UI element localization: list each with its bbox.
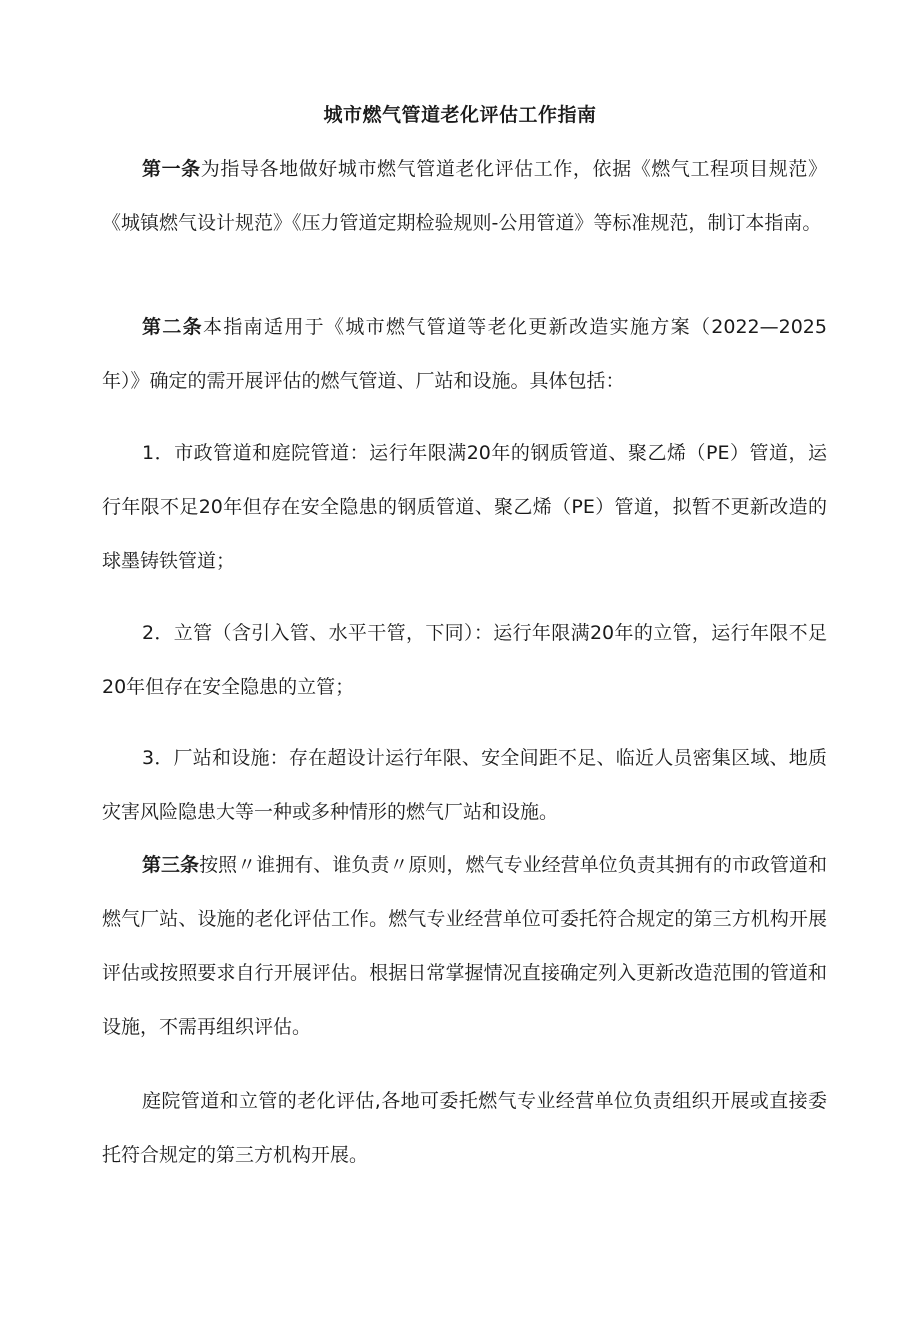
article-1-text: 为指导各地做好城市燃气管道老化评估工作，依据《燃气工程项目规范》《城镇燃气设计规范》《压力管道定期检验规则-公用管道》等标准规范，制订本指南。 bbox=[102, 158, 827, 234]
item-2-text: 2．立管（含引入管、水平干管，下同）：运行年限满20年的立管，运行年限不足20年但存在安全隐患的立管； bbox=[102, 622, 827, 698]
item-3-paragraph bbox=[102, 731, 827, 839]
article-1-paragraph bbox=[102, 142, 827, 250]
item-3-text: 3．厂站和设施：存在超设计运行年限、安全间距不足、临近人员密集区域、地质灾害风险隐患大等一种或多种情形的燃气厂站和设施。 bbox=[102, 747, 827, 823]
document-title: 城市燃气管道老化评估工作指南 bbox=[323, 104, 597, 126]
item-1-paragraph bbox=[102, 426, 827, 588]
article-1-label: 第一条 bbox=[142, 158, 201, 180]
item-1-text: 1．市政管道和庭院管道：运行年限满20年的钢质管道、聚乙烯（PE）管道，运行年限不足20年但存在安全隐患的钢质管道、聚乙烯（PE）管道，拟暂不更新改造的球墨铸铁管道； bbox=[102, 442, 827, 572]
article-3-label: 第三条 bbox=[142, 854, 200, 876]
final-paragraph bbox=[102, 1074, 827, 1182]
item-2-paragraph bbox=[102, 606, 827, 714]
article-2-text: 本指南适用于《城市燃气管道等老化更新改造实施方案（2022—2025年）》确定的需开展评估的燃气管道、厂站和设施。具体包括： bbox=[102, 316, 827, 392]
article-3-paragraph bbox=[102, 838, 827, 1054]
article-2-paragraph bbox=[102, 300, 827, 408]
article-3-text: 按照〃谁拥有、谁负责〃原则，燃气专业经营单位负责其拥有的市政管道和燃气厂站、设施的老化评估工作。燃气专业经营单位可委托符合规定的第三方机构开展评估或按照要求自行开展评估。根据日常掌握情况直接确定列入更新改造范围的管道和设施，不需再组织评估。 bbox=[102, 854, 827, 1038]
final-paragraph-text: 庭院管道和立管的老化评估,各地可委托燃气专业经营单位负责组织开展或直接委托符合规定的第三方机构开展。 bbox=[102, 1090, 827, 1166]
article-2-label: 第二条 bbox=[142, 316, 203, 338]
